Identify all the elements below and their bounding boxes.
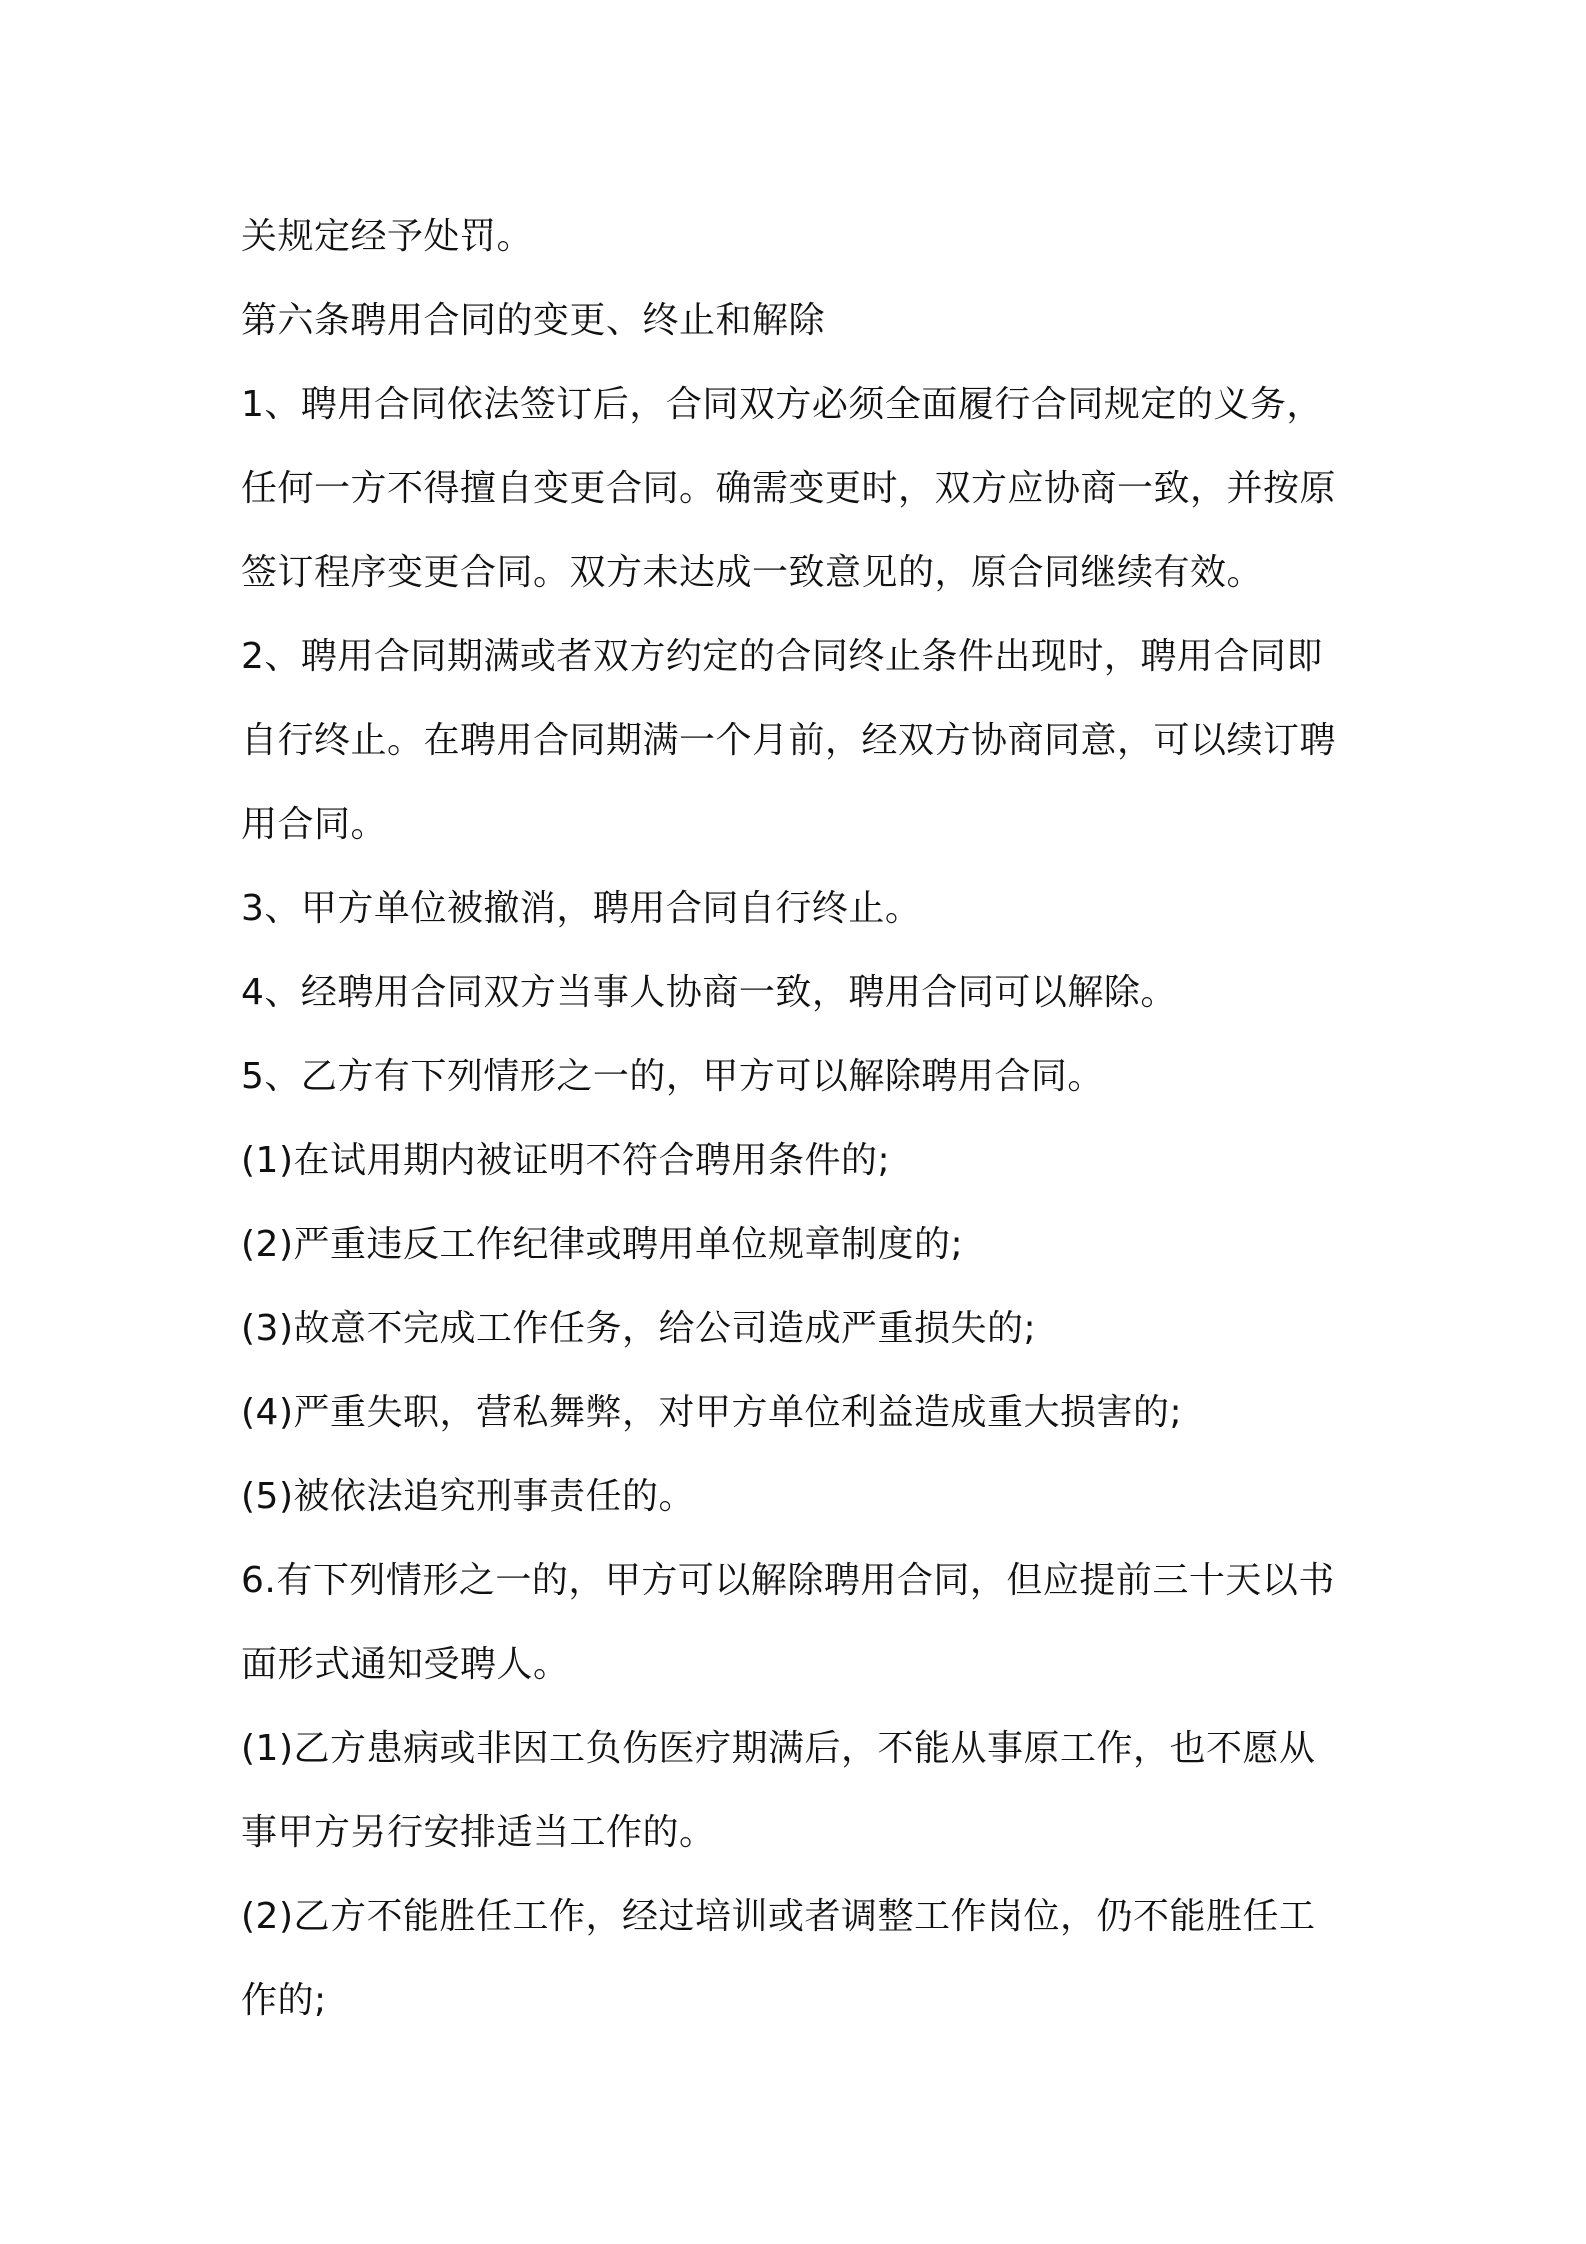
text-line: 自行终止。在聘用合同期满一个月前，经双方协商同意，可以续订聘 xyxy=(241,720,1337,761)
text-line: 任何一方不得擅自变更合同。确需变更时，双方应协商一致，并按原 xyxy=(241,468,1337,509)
text-line: 用合同。 xyxy=(241,804,388,845)
list-item: 作的; xyxy=(241,1980,327,2021)
list-item: (2)乙方不能胜任工作，经过培训或者调整工作岗位，仍不能胜任工 xyxy=(241,1896,1316,1937)
text-line: 面形式通知受聘人。 xyxy=(241,1644,570,1685)
list-item: (2)严重违反工作纪律或聘用单位规章制度的; xyxy=(241,1224,964,1265)
list-item: (3)故意不完成工作任务，给公司造成严重损失的; xyxy=(241,1308,1037,1349)
document-body xyxy=(241,195,1361,2043)
article-heading: 第六条聘用合同的变更、终止和解除 xyxy=(241,300,826,341)
list-item: (5)被依法追究刑事责任的。 xyxy=(241,1476,695,1517)
text-line: 2、聘用合同期满或者双方约定的合同终止条件出现时，聘用合同即 xyxy=(241,636,1323,677)
text-line: 5、乙方有下列情形之一的，甲方可以解除聘用合同。 xyxy=(241,1056,1104,1097)
list-item: (4)严重失职，营私舞弊，对甲方单位利益造成重大损害的; xyxy=(241,1392,1183,1433)
text-line: 签订程序变更合同。双方未达成一致意见的，原合同继续有效。 xyxy=(241,552,1264,593)
text-line: 6.有下列情形之一的，甲方可以解除聘用合同，但应提前三十天以书 xyxy=(241,1560,1335,1601)
text-line: 4、经聘用合同双方当事人协商一致，聘用合同可以解除。 xyxy=(241,972,1177,1013)
list-item: (1)在试用期内被证明不符合聘用条件的; xyxy=(241,1140,891,1181)
text-line: 3、甲方单位被撤消，聘用合同自行终止。 xyxy=(241,888,922,929)
text-line: 关规定经予处罚。 xyxy=(241,216,534,257)
text-line: 1、聘用合同依法签订后，合同双方必须全面履行合同规定的义务， xyxy=(241,384,1323,425)
list-item: 事甲方另行安排适当工作的。 xyxy=(241,1812,716,1853)
list-item: (1)乙方患病或非因工负伤医疗期满后，不能从事原工作，也不愿从 xyxy=(241,1728,1316,1769)
